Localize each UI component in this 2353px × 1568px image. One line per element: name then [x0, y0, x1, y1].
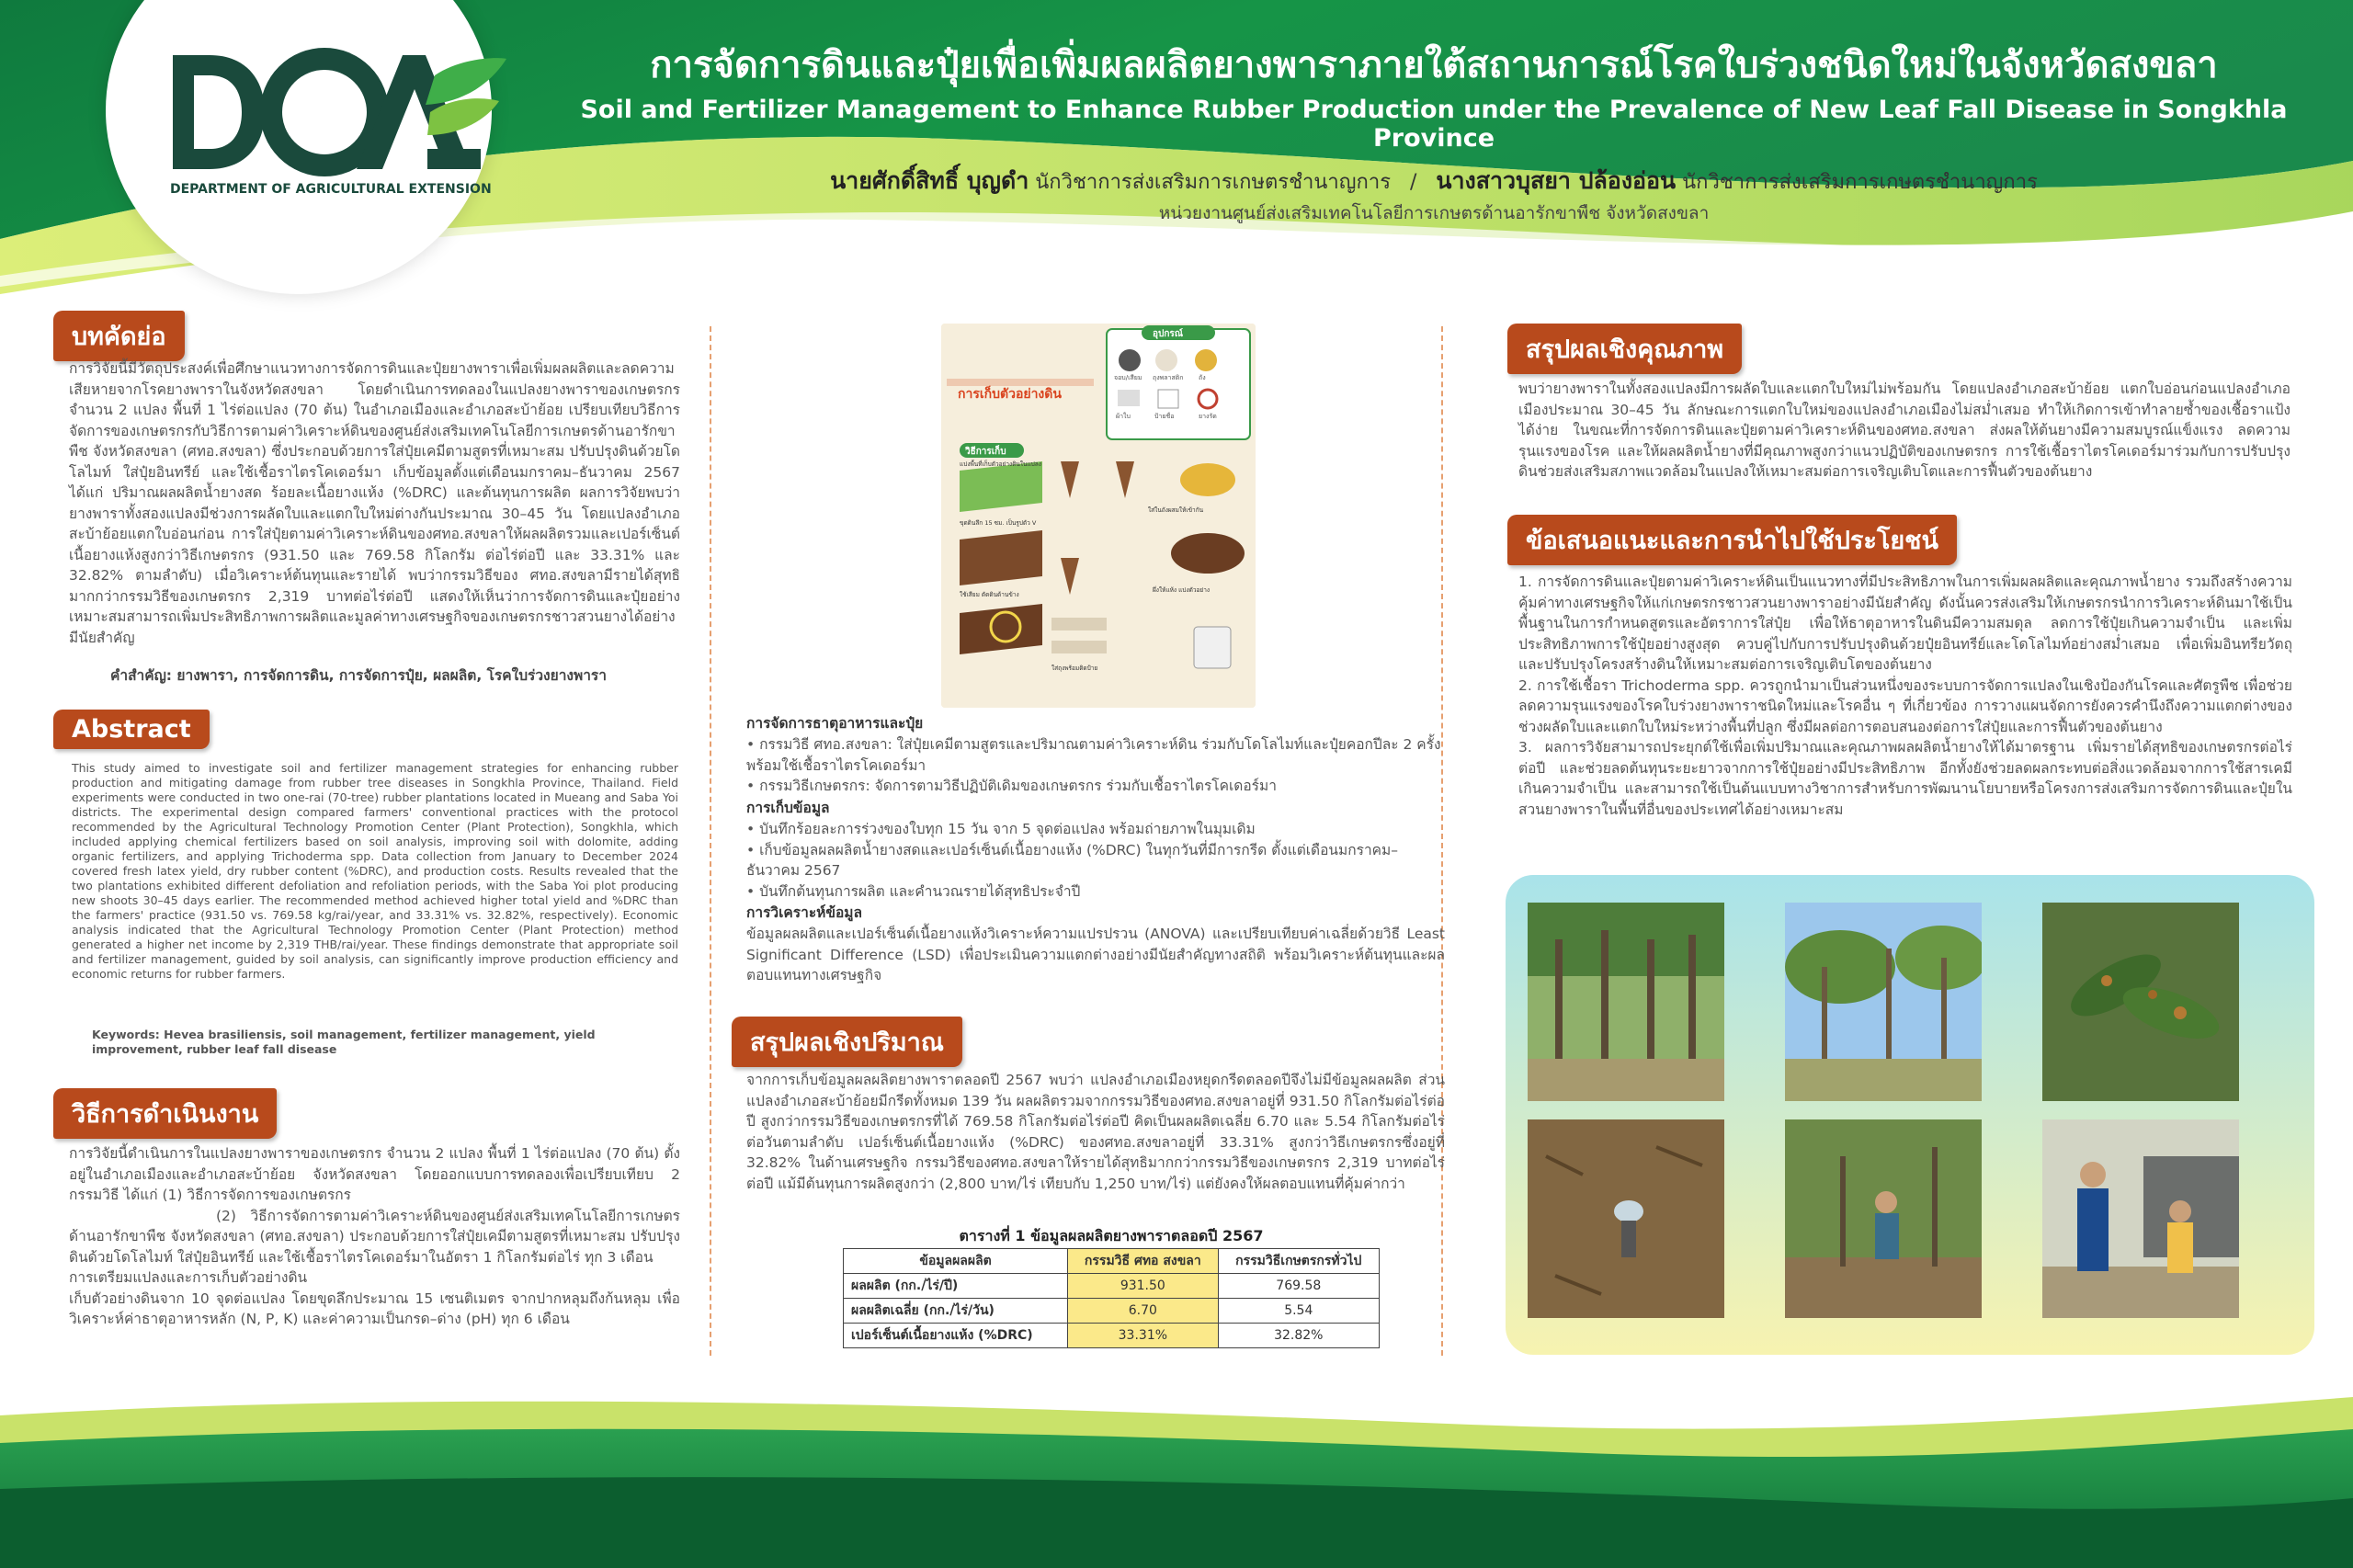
- data-collection-item: • บันทึกต้นทุนการผลิต และคำนวณรายได้สุทธิประจำปี: [746, 882, 1081, 900]
- author2-role: นักวิชาการส่งเสริมการเกษตรชำนาญการ: [1682, 171, 2038, 194]
- soil-sampling-photo: [1528, 1119, 1724, 1318]
- recommendation-item: 2. การใช้เชื้อรา Trichoderma spp. ควรถูกนำมาเป็นส่วนหนึ่งของระบบการจัดการแปลงในเชิงป้องกันโรคและศัตรูพืช เพื่อช่วยลดความรุนแรงของโรคใบร่วงยางพาราชนิดใหม่และโรคอื่น ๆ ที่เกี่ยวข้อง การวางแผนจัดการยังควรคำนึงถึงความแตกต่างของช่วงผลัดใบและแตกใบใหม่ระหว่างพื้นที่ปลูก ซึ่งมีผลต่อการตอบสนองต่อการใส่ปุ๋ยและการฟื้นตัวของต้นยาง: [1518, 676, 2292, 735]
- infographic-step-1: แบ่งพื้นที่เก็บตัวอย่างดินในแปลง: [960, 460, 1041, 468]
- table-cell: ผลผลิตเฉลี่ย (กก./ไร่/วัน): [844, 1299, 1068, 1324]
- infographic-tool-3: ถัง: [1199, 374, 1206, 381]
- table-cell: 33.31%: [1068, 1324, 1219, 1348]
- infographic-tool-6: ยางรัด: [1199, 413, 1217, 420]
- table-cell: 931.50: [1068, 1274, 1219, 1299]
- table-row: [844, 1299, 1380, 1324]
- methods-paragraph-1: การวิจัยนี้ดำเนินการในแปลงยางพาราของเกษตรกร จำนวน 2 แปลง พื้นที่ 1 ไร่ต่อแปลง (70 ต้น) ตั้งอยู่ในอำเภอเมืองและอำเภอสะบ้าย้อย จังหวัดสงขลา โดยออกแบบการทดลองเพื่อเปรียบเทียบ 2 กรรมวิธี ได้แก่ (1) วิธีการจัดการของเกษตรกร: [69, 1145, 680, 1203]
- abstract-en-heading: Abstract: [53, 710, 210, 749]
- infographic-steps-label: วิธีการเก็บ: [965, 447, 1006, 457]
- infographic-step-5: ผึ่งให้แห้ง แบ่งตัวอย่าง: [1153, 586, 1211, 594]
- infographic-step-3: ใช้เสียม ตัดดินด้านข้าง: [960, 591, 1019, 598]
- data-collection-list: [746, 819, 1445, 902]
- table-header-cell: กรรมวิธีเกษตรกรทั่วไป: [1218, 1249, 1379, 1274]
- infographic-tool-2: ถุงพลาสติก: [1153, 374, 1184, 381]
- nutrient-mgmt-item: • กรรมวิธี ศทอ.สงขลา: ใส่ปุ๋ยเคมีตามสูตรและปริมาณตามค่าวิเคราะห์ดิน ร่วมกับโดโลไมท์และปุ๋ยคอกปีละ 2 ครั้ง พร้อมใช้เชื้อราไตรโคเดอร์มา: [746, 736, 1441, 774]
- soil-sampling-illustration: [941, 324, 1256, 708]
- field-work-photo: [1785, 1119, 1982, 1318]
- column-divider-left: [710, 326, 711, 1356]
- data-analysis-body: ข้อมูลผลผลิตและเปอร์เซ็นต์เนื้อยางแห้งวิเคราะห์ความแปรปรวน (ANOVA) และเปรียบเทียบค่าเฉลี่ยด้วยวิธี Least Significant Difference (LSD) เพื่อประเมินความแตกต่างอย่างมีนัยสำคัญทางสถิติ พร้อมวิเคราะห์ต้นทุนและผลตอบแทนทางเศรษฐกิจ: [746, 926, 1445, 983]
- yield-table: [843, 1248, 1380, 1348]
- data-collection-heading: การเก็บข้อมูล: [746, 800, 830, 816]
- data-collection-item: • บันทึกร้อยละการร่วงของใบทุก 15 วัน จาก 5 จุดต่อแปลง พร้อมถ่ายภาพในมุมเดิม: [746, 821, 1256, 837]
- author1-name: นายศักดิ์สิทธิ์ บุญดำ: [830, 167, 1029, 194]
- table-cell: 769.58: [1218, 1274, 1379, 1299]
- author1-role: นักวิชาการส่งเสริมการเกษตรชำนาญการ: [1035, 171, 1392, 194]
- data-collection-item: • เก็บข้อมูลผลผลิตน้ำยางสดและเปอร์เซ็นต์เนื้อยางแห้ง (%DRC) ในทุกวันที่มีการกรีด ตั้งแต่เดือนมกราคม–ธันวาคม 2567: [746, 841, 1398, 879]
- recommendation-item: 3. ผลการวิจัยสามารถประยุกต์ใช้เพื่อเพิ่มปริมาณและคุณภาพผลผลิตน้ำยางให้ได้มาตรฐาน เพิ่มรายได้สุทธิของเกษตรกรต่อไร่ต่อปี และช่วยลดต้นทุนระยะยาวจากการใช้ปุ๋ยอย่างมีประสิทธิภาพ อีกทั้งยังช่วยลดผลกระทบต่อสิ่งแวดล้อมจากการใช้สารเคมีเกินความจำเป็น และสามารถใช้เป็นต้นแบบทางวิชาการสำหรับการพัฒนานโยบายหรือโครงการส่งเสริมการจัดการดินและปุ๋ยในสวนยางพาราในพื้นที่อื่นของประเทศได้อย่างเหมาะสม: [1518, 739, 2292, 818]
- author-line: [570, 163, 2298, 199]
- table-row: [844, 1274, 1380, 1299]
- logo-department-name: DEPARTMENT OF AGRICULTURAL EXTENSION: [170, 182, 492, 197]
- infographic-tool-4: ผ้าใบ: [1116, 413, 1131, 420]
- table-cell: 5.54: [1218, 1299, 1379, 1324]
- infographic-tool-5: ป้ายชื่อ: [1154, 413, 1175, 420]
- recommendations-list: [1518, 572, 2292, 820]
- abstract-en-keywords: Keywords: Hevea brasiliensis, soil management, fertilizer management, yield improvement, rubber leaf fall disease: [92, 1028, 596, 1056]
- data-analysis-heading: การวิเคราะห์ข้อมูล: [746, 904, 862, 921]
- title-english: Soil and Fertilizer Management to Enhance Rubber Production under the Prevalence of New Leaf Fall Disease in Songkhla Province: [580, 96, 2288, 153]
- soil-sampling-infographic: [941, 324, 1256, 708]
- quantitative-heading: สรุปผลเชิงปริมาณ: [732, 1017, 962, 1067]
- table-cell: ผลผลิต (กก./ไร่/ปี): [844, 1274, 1068, 1299]
- table-header-row: [844, 1249, 1380, 1274]
- affiliation: หน่วยงานศูนย์ส่งเสริมเทคโนโลยีการเกษตรด้านอารักขาพืช จังหวัดสงขลา: [1158, 203, 1710, 223]
- abstract-th-body: การวิจัยนี้มีวัตถุประสงค์เพื่อศึกษาแนวทางการจัดการดินและปุ๋ยยางพาราเพื่อเพิ่มผลผลิตและลดความเสียหายจากโรคยางพาราในจังหวัดสงขลา โดยดำเนินการทดลองในแปลงยางพาราของเกษตรกร จำนวน 2 แปลง พื้นที่ 1 ไร่ต่อแปลง (70 ต้น) ในอำเภอเมืองและอำเภอสะบ้าย้อย เปรียบเทียบวิธีการจัดการของเกษตรกรกับวิธีการตามค่าวิเคราะห์ดินของศูนย์ส่งเสริมเทคโนโลยีการเกษตรด้านอารักขาพืช จังหวัดสงขลา (ศทอ.สงขลา) ซึ่งประกอบด้วยการใส่ปุ๋ยเคมีตามสูตรที่เหมาะสม ปรับปรุงดินด้วยโดโลไมท์ ใส่ปุ๋ยอินทรีย์ และใช้เชื้อราไตรโคเดอร์มา เก็บข้อมูลตั้งแต่เดือนมกราคม–ธันวาคม 2567 ได้แก่ ปริมาณผลผลิตน้ำยางสด ร้อยละเนื้อยางแห้ง (%DRC) และต้นทุนการผลิต ผลการวิจัยพบว่า ยางพาราทั้งสองแปลงมีช่วงการผลัดใบและแตกใบใหม่ต่างกันประมาณ 30–45 วัน โดยแปลงอำเภอสะบ้าย้อยแตกใบอ่อนก่อน การใส่ปุ๋ยตามค่าวิเคราะห์ดินของศทอ.สงขลาให้ผลผลิตรวมและเปอร์เซ็นต์เนื้อยางแห้งสูงกว่าวิธีเกษตรกร (931.50 และ 769.58 กิโลกรัม ต่อไร่ต่อปี และ 33.31% และ 32.82% ตามลำดับ) เมื่อวิเคราะห์ต้นทุนและรายได้ พบว่ากรรมวิธีของ ศทอ.สงขลามีรายได้สุทธิมากกว่ากรรมวิธีของเกษตรกร 2,319 บาทต่อไร่ต่อปี แสดงให้เห็นว่าการจัดการดินและปุ๋ยอย่างเหมาะสมสามารถเพิ่มประสิทธิภาพการผลิตและมูลค่าทางเศรษฐกิจของเกษตรกรชาวสวนยางได้อย่างมีนัยสำคัญ: [69, 360, 680, 646]
- methods-paragraph-3: การเตรียมแปลงและการเก็บตัวอย่างดิน: [69, 1269, 308, 1286]
- table-header-cell: ข้อมูลผลผลิต: [844, 1249, 1068, 1274]
- table-cell: 32.82%: [1218, 1324, 1379, 1348]
- qualitative-heading: สรุปผลเชิงคุณภาพ: [1507, 324, 1742, 374]
- nutrient-mgmt-item: • กรรมวิธีเกษตรกร: จัดการตามวิธีปฏิบัติเดิมของเกษตรกร ร่วมกับเชื้อราไตรโคเดอร์มา: [746, 778, 1277, 794]
- rubber-leaf-disease-photo: [2042, 903, 2239, 1101]
- methods-paragraph-4: เก็บตัวอย่างดินจาก 10 จุดต่อแปลง โดยขุดลึกประมาณ 15 เซนติเมตร จากปากหลุมถึงก้นหลุม เพื่อวิเคราะห์ค่าธาตุอาหารหลัก (N, P, K) และค่าความเป็นกรด–ด่าง (pH) ทุก 6 เดือน: [69, 1290, 680, 1327]
- abstract-en-body: This study aimed to investigate soil and fertilizer management strategies for enhancing rubber production and mitigating damage from rubber tree diseases in Songkhla Province, Thailand. Field experiments were conducted in two one-rai (70-tree) rubber plantations located in Mueang and Saba Yoi districts. The experimental design compared farmers' conventional practices with the protocol recommended by the Agricultural Technology Promotion Center (Plant Protection), Songkhla, which included applying chemical fertilizers based on soil analysis, improving soil with dolomite, adding organic fertilizers, and applying Trichoderma spp. Data collection from January to December 2024 covered fresh latex yield, dry rubber content (%DRC), and production costs. Results revealed that the two plantations exhibited different defoliation and refoliation periods, with the Saba Yoi plot producing new shoots 30–45 days earlier. The recommended method achieved higher total yield and %DRC than the farmers' practice (931.50 vs. 769.58 kg/rai/year, and 33.31% vs. 32.82%, respectively). Economic analysis indicated that the Agricultural Technology Promotion Center (Plant Protection) method generated a higher net income by 2,319 THB/rai/year. These findings demonstrate that appropriate soil and fertilizer management, guided by soil analysis, can significantly improve production efficiency and economic returns for rubber farmers.: [72, 761, 678, 981]
- rubber-plantation-photo-1: [1528, 903, 1724, 1101]
- infographic-step-6: ใส่ถุงพร้อมติดป้าย: [1051, 665, 1098, 672]
- table-cell: เปอร์เซ็นต์เนื้อยางแห้ง (%DRC): [844, 1324, 1068, 1348]
- doae-logo: [168, 48, 508, 176]
- table-caption: ตารางที่ 1 ข้อมูลผลผลิตยางพาราตลอดปี 2567: [959, 1227, 1264, 1244]
- table-header-cell: กรรมวิธี ศทอ สงขลา: [1068, 1249, 1219, 1274]
- methods-heading: วิธีการดำเนินงาน: [53, 1088, 277, 1139]
- table-cell: 6.70: [1068, 1299, 1219, 1324]
- quantitative-body: จากการเก็บข้อมูลผลผลิตยางพาราตลอดปี 2567 พบว่า แปลงอำเภอเมืองหยุดกรีดตลอดปีจึงไม่มีข้อมูลผลผลิต ส่วนแปลงอำเภอสะบ้าย้อยมีกรีดทั้งหมด 139 วัน ผลผลิตรวมจากกรรมวิธีของศทอ.สงขลาอยู่ที่ 931.50 กิโลกรัมต่อไร่ต่อปี สูงกว่ากรรมวิธีของเกษตรกรที่ได้ 769.58 กิโลกรัมต่อไร่ต่อปี คิดเป็นผลผลิตเฉลี่ย 6.70 และ 5.54 กิโลกรัมต่อไร่ต่อวันตามลำดับ เปอร์เซ็นต์เนื้อยางแห้ง (%DRC) ของศทอ.สงขลาอยู่ที่ 33.31% สูงกว่าวิธีเกษตรกรซึ่งอยู่ที่ 32.82% ในด้านเศรษฐกิจ กรรมวิธีของศทอ.สงขลาให้รายได้สุทธิมากกว่ากรรมวิธีของเกษตรกร 2,319 บาทต่อไร่ต่อปี แม้มีต้นทุนการผลิตสูงกว่า (2,800 บาท/ไร่ เทียบกับ 1,250 บาท/ไร่) แต่ยังคงให้ผลตอบแทนที่คุ้มค่ากว่า: [746, 1072, 1445, 1192]
- abstract-th-keywords: คำสำคัญ: ยางพารา, การจัดการดิน, การจัดการปุ๋ย, ผลผลิต, โรคใบร่วงยางพารา: [110, 667, 607, 684]
- nutrient-mgmt-heading: การจัดการธาตุอาหารและปุ๋ย: [746, 715, 924, 732]
- infographic-tool-1: จอบ/เสียม: [1114, 374, 1142, 381]
- qualitative-body: พบว่ายางพาราในทั้งสองแปลงมีการผลัดใบและแตกใบใหม่ไม่พร้อมกัน โดยแปลงอำเภอสะบ้าย้อย แตกใบอ่อนก่อนแปลงอำเภอเมืองประมาณ 30–45 วัน ลักษณะการแตกใบใหม่ของแปลงอำเภอเมืองไม่สม่ำเสมอ ทำให้เกิดการเข้าทำลายซ้ำของเชื้อราแป้งได้ง่าย ในขณะที่การจัดการดินและปุ๋ยตามค่าวิเคราะห์ดินของศทอ.สงขลา ส่งผลให้ต้นยางมีความสมบูรณ์แข็งแรง ลดความรุนแรงของโรค และให้ผลผลิตน้ำยางที่มีคุณภาพสูงกว่าแนวปฏิบัติของเกษตรกร การใช้เชื้อราไตรโคเดอร์มาร่วมกับการปรับปรุงดินช่วยส่งเสริมสภาพแวดล้อมในแปลงให้เหมาะสมต่อการเจริญเติบโตและการฟื้นตัวของต้นยาง: [1518, 381, 2290, 480]
- recommendation-item: 1. การจัดการดินและปุ๋ยตามค่าวิเคราะห์ดินเป็นแนวทางที่มีประสิทธิภาพในการเพิ่มผลผลิตและคุณภาพน้ำยาง รวมถึงสร้างความคุ้มค่าทางเศรษฐกิจให้แก่เกษตรกรชาวสวนยางพาราอย่างมีนัยสำคัญ ดังนั้นควรส่งเสริมให้เกษตรกรนำการวิเคราะห์ดินมาใช้เป็นพื้นฐานในการกำหนดสูตรและอัตราการใส่ปุ๋ย เพื่อให้ธาตุอาหารในดินมีความสมดุล ลดการใช้ปุ๋ยเกินความจำเป็น และเพิ่มประสิทธิภาพการใช้ปุ๋ยอย่างสูงสุด ควบคู่ไปกับการปรับปรุงดินด้วยปุ๋ยอินทรีย์และโดโลไมท์อย่างสม่ำเสมอ เพื่อเพิ่มอินทรียวัตถุและปรับปรุงโครงสร้างดินให้เหมาะสมต่อการเจริญเติบโตของต้นยาง: [1518, 574, 2292, 673]
- recommendations-heading: ข้อเสนอแนะและการนำไปใช้ประโยชน์: [1507, 515, 1957, 565]
- author-separator: /: [1410, 171, 1417, 194]
- infographic-tools-label: อุปกรณ์: [1153, 329, 1184, 339]
- table-row: [844, 1324, 1380, 1348]
- footer-background: [0, 1379, 2353, 1568]
- title-thai: การจัดการดินและปุ๋ยเพื่อเพิ่มผลผลิตยางพาราภายใต้สถานการณ์โรคใบร่วงชนิดใหม่ในจังหวัดสงขลา: [650, 44, 2218, 86]
- author2-name: นางสาวบุสยา ปล้องอ่อน: [1436, 167, 1677, 194]
- infographic-title: การเก็บตัวอย่างดิน: [958, 387, 1062, 402]
- nutrient-mgmt-list: [746, 734, 1445, 797]
- rubber-plantation-photo-2: [1785, 903, 1982, 1101]
- infographic-step-2: ขุดดินลึก 15 ซม. เป็นรูปตัว V: [960, 519, 1037, 527]
- methods-paragraph-2: (2) วิธีการจัดการตามค่าวิเคราะห์ดินของศูนย์ส่งเสริมเทคโนโลยีการเกษตรด้านอารักขาพืช จังหวัดสงขลา (ศทอ.สงขลา) ประกอบด้วยการใส่ปุ๋ยเคมีตามสูตรที่เหมาะสม ปรับปรุงดินด้วยโดโลไมท์ ใส่ปุ๋ยอินทรีย์ และใช้เชื้อราไตรโคเดอร์มาในอัตรา 1 กิโลกรัมต่อไร่ ทุก 3 เดือน: [69, 1207, 680, 1266]
- methods-body: [69, 1143, 680, 1330]
- abstract-th-heading: บทคัดย่อ: [53, 311, 185, 361]
- farmers-photo: [2042, 1119, 2239, 1318]
- infographic-step-4: ใส่ในถังผสมให้เข้ากัน: [1148, 506, 1204, 514]
